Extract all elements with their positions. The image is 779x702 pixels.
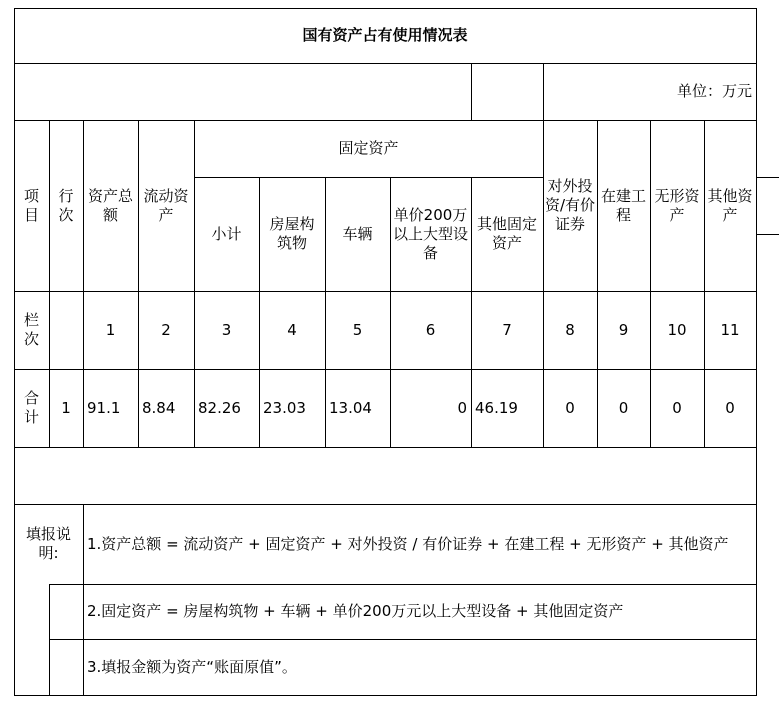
column-number: 5	[352, 320, 363, 339]
header-vehicles: 车辆	[342, 224, 373, 243]
grid-line	[194, 177, 543, 178]
total-row-no: 1	[61, 398, 71, 417]
column-number: 8	[565, 320, 575, 339]
total-value: 0	[672, 398, 682, 417]
header-fixed-assets: 固定资产	[338, 139, 399, 157]
header-intangible: 无形资产	[654, 186, 700, 224]
note-item: 1.资产总额 = 流动资产 + 固定资产 + 对外投资 / 有价证券 + 在建工程 + 无形资产 + 其他资产	[87, 534, 729, 553]
grid-line	[83, 504, 84, 696]
grid-line	[14, 63, 757, 64]
grid-line	[49, 584, 757, 585]
column-number: 4	[287, 320, 297, 339]
grid-line	[650, 120, 651, 447]
header-item: 项目	[23, 186, 39, 224]
total-value: 0	[457, 398, 467, 417]
unit-label: 单位：万元	[676, 82, 752, 100]
grid-line	[543, 120, 544, 447]
header-buildings: 房屋构筑物	[269, 215, 315, 252]
header-other-fixed: 其他固定资产	[476, 215, 537, 252]
total-value: 91.1	[87, 398, 121, 417]
grid-line	[14, 8, 15, 696]
grid-line	[14, 8, 757, 9]
grid-line	[14, 504, 757, 505]
column-number: 3	[221, 320, 232, 339]
header-current-assets: 流动资产	[143, 186, 189, 224]
column-number: 1	[105, 320, 116, 339]
grid-line	[756, 8, 757, 696]
column-number: 6	[425, 320, 436, 339]
grid-line	[49, 120, 50, 447]
grid-line	[597, 120, 598, 447]
header-construction: 在建工程	[600, 186, 646, 224]
column-number: 11	[720, 320, 740, 339]
grid-line	[543, 63, 544, 120]
grid-line	[14, 120, 757, 121]
grid-line	[471, 177, 472, 447]
column-number: 2	[161, 320, 171, 339]
grid-line	[83, 120, 84, 447]
grid-line	[14, 291, 757, 292]
grid-line	[325, 177, 326, 447]
column-number: 7	[502, 320, 512, 339]
grid-line	[194, 120, 195, 447]
grid-line	[14, 447, 757, 448]
notes-label: 填报说明:	[25, 525, 71, 562]
total-value: 46.19	[475, 398, 518, 417]
table-title: 国有资产占有使用情况表	[302, 26, 468, 44]
total-label: 合计	[23, 389, 39, 426]
note-item: 3.填报金额为资产“账面原值”。	[87, 658, 297, 676]
grid-line	[49, 584, 50, 696]
grid-line	[14, 369, 757, 370]
note-item: 2.固定资产 = 房屋构筑物 + 车辆 + 单价200万元以上大型设备 + 其他固定资产	[87, 602, 624, 620]
column-number: 9	[618, 320, 629, 339]
header-row-no: 行次	[58, 186, 74, 224]
grid-line	[259, 177, 260, 447]
grid-line	[49, 639, 757, 640]
total-value: 82.26	[198, 398, 241, 417]
total-value: 0	[618, 398, 629, 417]
header-investment: 对外投资/有价证券	[544, 177, 596, 233]
grid-line	[138, 120, 139, 447]
grid-line	[471, 63, 472, 120]
total-value: 0	[565, 398, 575, 417]
header-large-equipment: 单价200万以上大型设备	[392, 205, 468, 262]
grid-line	[704, 120, 705, 447]
total-value: 8.84	[142, 398, 176, 417]
column-number: 10	[667, 320, 687, 339]
grid-line	[757, 177, 779, 178]
grid-line	[390, 177, 391, 447]
header-subtotal: 小计	[211, 224, 242, 243]
header-total-assets: 资产总额	[87, 186, 133, 224]
total-value: 13.04	[329, 398, 372, 417]
grid-line	[757, 234, 779, 235]
header-other-assets: 其他资产	[707, 186, 753, 224]
grid-line	[14, 695, 757, 696]
total-value: 0	[725, 398, 735, 417]
total-value: 23.03	[263, 398, 306, 417]
column-number-label: 栏次	[23, 311, 39, 348]
